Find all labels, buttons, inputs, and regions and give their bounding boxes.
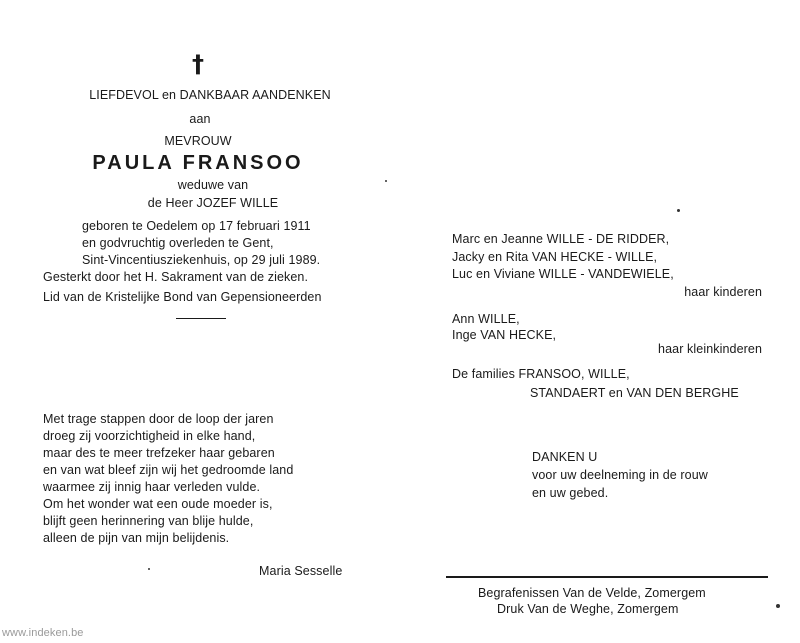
short-divider — [176, 318, 226, 319]
mevrouw-text: MEVROUW — [164, 134, 232, 148]
husband-name: de Heer JOZEF WILLE — [147, 196, 279, 210]
undertaker-line: Begrafenissen Van de Velde, Zomergem — [478, 586, 706, 600]
thanks-line: en uw gebed. — [532, 486, 609, 500]
poem-line: Met trage stappen door de loop der jaren — [43, 412, 274, 426]
families-line: De families FRANSOO, WILLE, — [452, 367, 630, 381]
child-line: Luc en Viviane WILLE - VANDEWIELE, — [452, 267, 674, 281]
death-line: en godvruchtig overleden te Gent, — [82, 236, 274, 250]
child-line: Marc en Jeanne WILLE - DE RIDDER, — [452, 232, 670, 246]
grandchildren-label: haar kleinkinderen — [658, 342, 762, 356]
sacrament-line: Gesterkt door het H. Sakrament van de zieken. — [43, 270, 309, 284]
speck-mark — [148, 568, 150, 570]
thanks-line: voor uw deelneming in de rouw — [532, 468, 708, 482]
poem-line: droeg zij voorzichtigheid in elke hand, — [43, 429, 256, 443]
hospital-line: Sint-Vincentiusziekenhuis, op 29 juli 1989. — [82, 253, 321, 267]
widow-text: weduwe van — [177, 178, 249, 192]
poem-line: alleen de pijn van mijn belijdenis. — [43, 531, 230, 545]
bullet-mark — [677, 209, 680, 212]
grandchild-line: Ann WILLE, — [452, 312, 520, 326]
poet-name: Maria Sesselle — [259, 564, 343, 578]
children-label: haar kinderen — [684, 285, 762, 299]
cross-icon: † — [191, 50, 205, 78]
poem-line: waarmee zij innig haar verleden vulde. — [43, 480, 261, 494]
poem-line: blijft geen herinnering van blije hulde, — [43, 514, 254, 528]
thanks-title: DANKEN U — [532, 450, 598, 464]
poem-line: maar des te meer trefzeker haar gebaren — [43, 446, 275, 460]
watermark-link[interactable]: www.indeken.be — [2, 627, 84, 639]
aan-text: aan — [189, 112, 211, 126]
footer-divider — [446, 576, 768, 578]
families-line: STANDAERT en VAN DEN BERGHE — [530, 386, 739, 400]
grandchild-line: Inge VAN HECKE, — [452, 328, 557, 342]
deceased-name: PAULA FRANSOO — [92, 152, 304, 174]
membership-line: Lid van de Kristelijke Bond van Gepensioneerden — [43, 290, 322, 304]
birth-line: geboren te Oedelem op 17 februari 1911 — [82, 219, 311, 233]
poem-line: en van wat bleef zijn wij het gedroomde land — [43, 463, 294, 477]
printer-line: Druk Van de Weghe, Zomergem — [497, 602, 679, 616]
poem-line: Om het wonder wat een oude moeder is, — [43, 497, 273, 511]
bullet-mark — [776, 604, 780, 608]
speck-mark — [385, 180, 387, 182]
heading: LIEFDEVOL en DANKBAAR AANDENKEN — [89, 88, 331, 102]
child-line: Jacky en Rita VAN HECKE - WILLE, — [452, 250, 658, 264]
